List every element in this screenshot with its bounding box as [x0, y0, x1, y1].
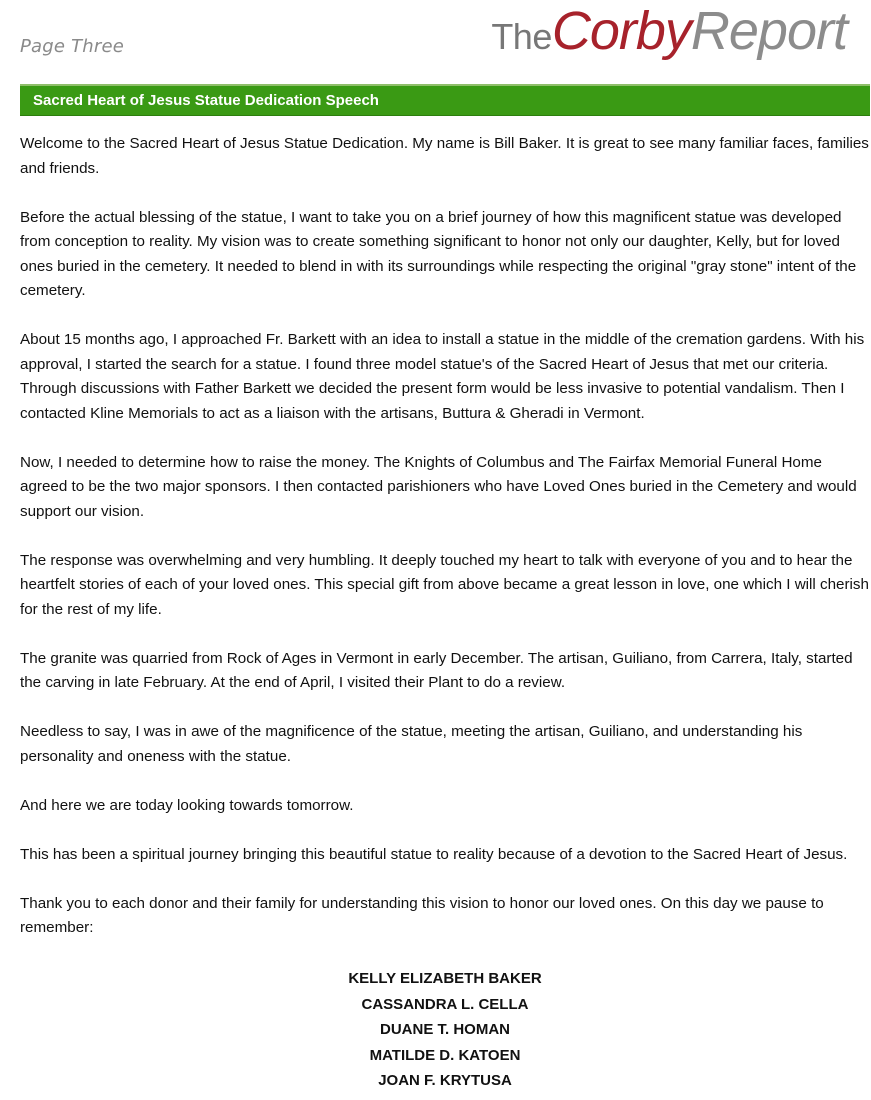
paragraph: The granite was quarried from Rock of Ages in Vermont in early December. The artisan, Guiliano, from Carrera, Italy, started the carving in late February. At the end of April, I visited their Plant to do a review.: [20, 649, 853, 691]
memorial-name: JOAN F. KRYTUSA: [378, 1072, 512, 1089]
paragraph: About 15 months ago, I approached Fr. Barkett with an idea to install a statue in the middle of the cremation gardens. With his approval, I started the search for a statue. I found three model statue's of the Sacred Heart of Jesus that met our criteria. Through discussions with Father Barkett we decided the present form would be less invasive to potential vandalism. Then I contacted Kline Memorials to act as a liaison with the artisans, Buttura & Gheradi in Vermont.: [20, 331, 865, 422]
paragraph: Now, I needed to determine how to raise the money. The Knights of Columbus and The Fairfax Memorial Funeral Home agreed to be the two major sponsors. I then contacted parishioners who have Loved Ones buried in the Cemetery and would support our vision.: [20, 453, 857, 520]
masthead: [0, 0, 871, 86]
speech-body: [20, 132, 870, 965]
paragraph: Welcome to the Sacred Heart of Jesus Statue Dedication. My name is Bill Baker. It is great to see many familiar faces, families and friends.: [20, 135, 869, 177]
section-title: Sacred Heart of Jesus Statue Dedication Speech: [33, 92, 379, 109]
paragraph: And here we are today looking towards tomorrow.: [20, 796, 354, 814]
memorial-name: KELLY ELIZABETH BAKER: [348, 970, 542, 987]
page-label: Page Three: [20, 36, 125, 57]
logo-corby: Corby: [551, 1, 691, 61]
memorial-name: CASSANDRA L. CELLA: [361, 995, 529, 1013]
memorial-names-list: [20, 966, 870, 1094]
paragraph: Thank you to each donor and their family for understanding this vision to honor our loved ones. On this day we pause to remember:: [20, 894, 824, 936]
corby-report-logo: [491, 1, 847, 61]
memorial-name: DUANE T. HOMAN: [380, 1021, 510, 1038]
paragraph: Before the actual blessing of the statue, I want to take you on a brief journey of how this magnificent statue was developed from conception to reality. My vision was to create something significant to honor not only our daughter, Kelly, but for loved ones buried in the cemetery. It needed to blend in with its surroundings while respecting the original "gray stone" intent of the cemetery.: [20, 208, 857, 299]
memorial-name: MATILDE D. KATOEN: [369, 1046, 521, 1064]
paragraph: Needless to say, I was in awe of the magnificence of the statue, meeting the artisan, Guiliano, and understanding his personality and oneness with the statue.: [20, 723, 803, 765]
logo-report: Report: [690, 1, 847, 61]
paragraph: This has been a spiritual journey bringing this beautiful statue to reality because of a devotion to the Sacred Heart of Jesus.: [20, 845, 848, 863]
section-banner: [20, 86, 870, 116]
logo-the: The: [491, 16, 552, 57]
paragraph: The response was overwhelming and very humbling. It deeply touched my heart to talk with everyone of you and to hear the heartfelt stories of each of your loved ones. This special gift from above became a great lesson in love, one which I will cherish for the rest of my life.: [20, 551, 869, 618]
